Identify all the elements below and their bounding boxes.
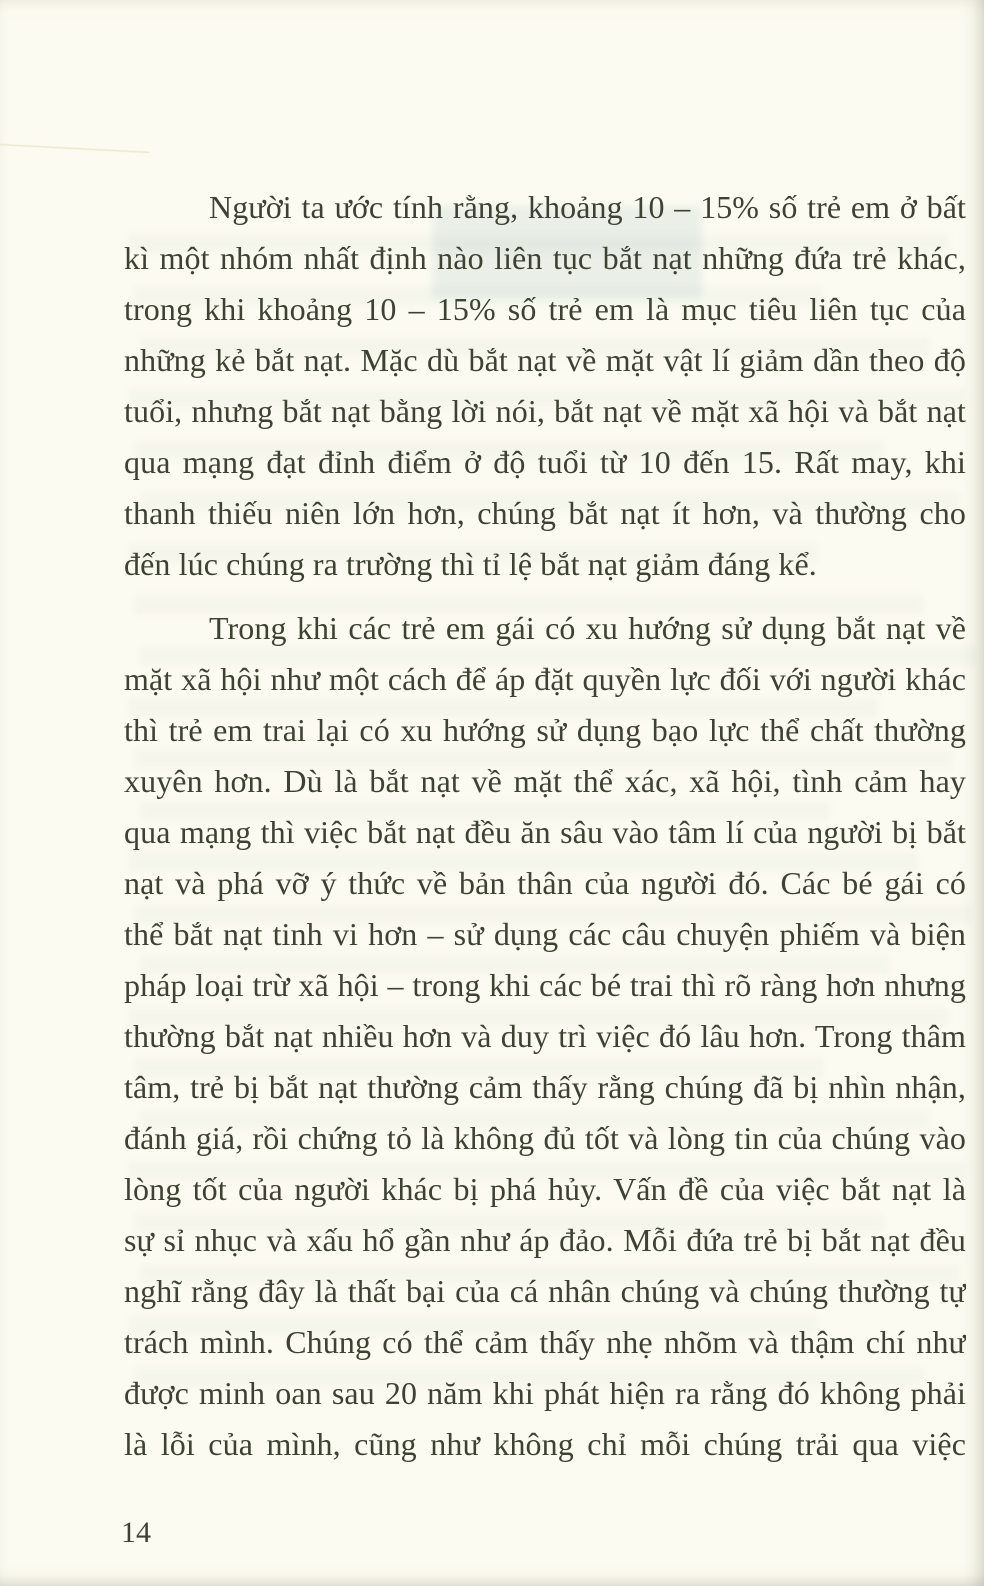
text-line: thanh thiếu niên lớn hơn, chúng bắt nạt ít hơn, và thường cho (124, 495, 966, 531)
paragraph (124, 603, 966, 1470)
text-line: nghĩ rằng đây là thất bại của cá nhân chúng và chúng thường tự (124, 1273, 966, 1309)
text-line: tuổi, nhưng bắt nạt bằng lời nói, bắt nạt về mặt xã hội và bắt nạt (124, 393, 966, 429)
text-line: những kẻ bắt nạt. Mặc dù bắt nạt về mặt vật lí giảm dần theo độ (124, 342, 966, 378)
text-line: được minh oan sau 20 năm khi phát hiện ra rằng đó không phải (124, 1375, 966, 1411)
text-line: thường bắt nạt nhiều hơn và duy trì việc đó lâu hơn. Trong thâm (124, 1018, 966, 1054)
text-line: đánh giá, rồi chứng tỏ là không đủ tốt và lòng tin của chúng vào (124, 1120, 966, 1156)
text-line: trách mình. Chúng có thể cảm thấy nhẹ nhõm và thậm chí như (124, 1324, 966, 1360)
text-line: thể bắt nạt tinh vi hơn – sử dụng các câu chuyện phiếm và biện (124, 916, 966, 952)
text-line: thì trẻ em trai lại có xu hướng sử dụng bạo lực thể chất thường (124, 712, 966, 748)
paper-crease (0, 144, 150, 153)
text-line: đến lúc chúng ra trường thì tỉ lệ bắt nạt giảm đáng kể. (124, 546, 817, 582)
text-line: là lỗi của mình, cũng như không chỉ mỗi chúng trải qua việc (124, 1426, 966, 1462)
text-line: trong khi khoảng 10 – 15% số trẻ em là mục tiêu liên tục của (124, 291, 966, 327)
text-line: qua mạng thì việc bắt nạt đều ăn sâu vào tâm lí của người bị bắt (124, 814, 966, 850)
paragraph (124, 182, 966, 590)
text-line: Trong khi các trẻ em gái có xu hướng sử dụng bắt nạt về (209, 610, 966, 646)
text-line: pháp loại trừ xã hội – trong khi các bé trai thì rõ ràng hơn nhưng (124, 967, 966, 1003)
text-line: nạt và phá vỡ ý thức về bản thân của người đó. Các bé gái có (124, 865, 966, 901)
text-line: kì một nhóm nhất định nào liên tục bắt nạt những đứa trẻ khác, (124, 240, 966, 276)
text-line: xuyên hơn. Dù là bắt nạt về mặt thể xác, xã hội, tình cảm hay (124, 763, 966, 799)
text-line: lòng tốt của người khác bị phá hủy. Vấn đề của việc bắt nạt là (124, 1171, 966, 1207)
page-number: 14 (121, 1516, 151, 1549)
text-line: sự sỉ nhục và xấu hổ gần như áp đảo. Mỗi đứa trẻ bị bắt nạt đều (124, 1222, 966, 1258)
text-line: qua mạng đạt đỉnh điểm ở độ tuổi từ 10 đến 15. Rất may, khi (124, 444, 966, 480)
text-line: tâm, trẻ bị bắt nạt thường cảm thấy rằng chúng đã bị nhìn nhận, (124, 1069, 966, 1105)
text-line: Người ta ước tính rằng, khoảng 10 – 15% số trẻ em ở bất (209, 189, 966, 225)
body-text (124, 182, 966, 1470)
text-line: mặt xã hội như một cách để áp đặt quyền lực đối với người khác (124, 661, 966, 697)
